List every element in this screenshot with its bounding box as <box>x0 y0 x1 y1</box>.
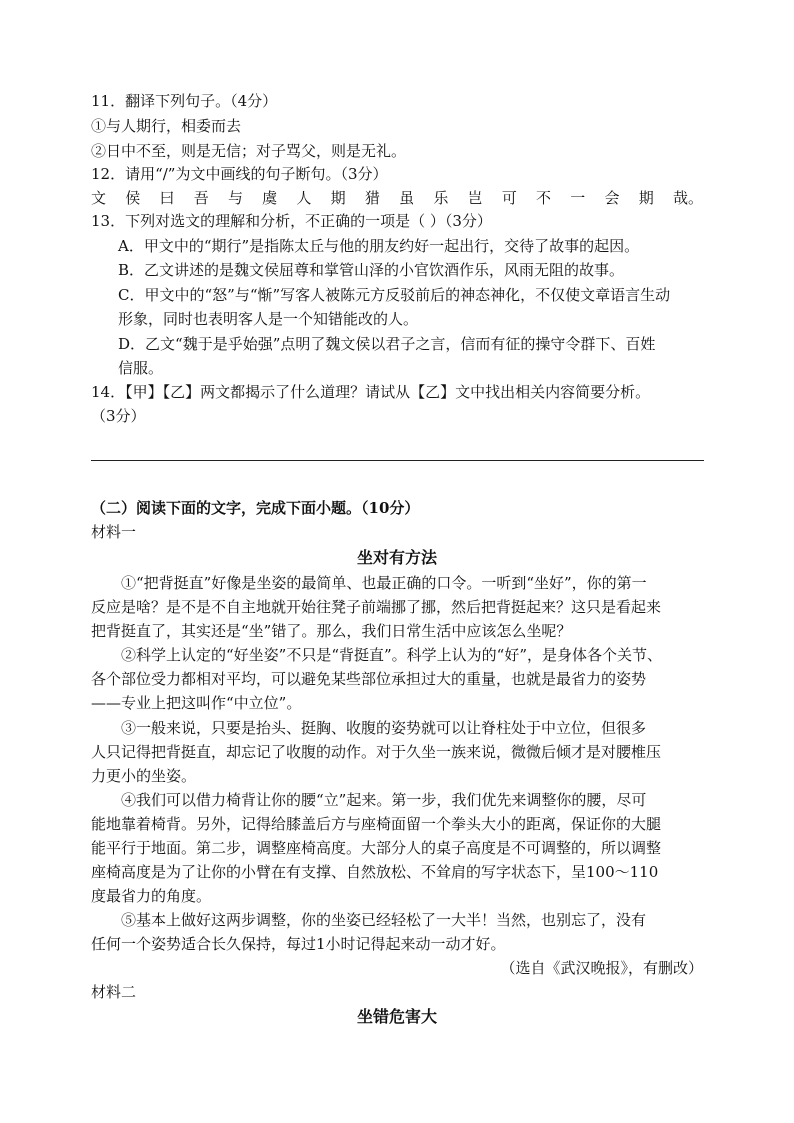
q12-char: 哉。 <box>672 189 703 207</box>
q12-char: 期 <box>330 189 346 207</box>
paragraph-3-line1: ③一般来说，只要是抬头、挺胸、收腹的姿势就可以让脊柱处于中立位，但很多 <box>121 719 647 737</box>
paragraph-2-line3: ——专业上把这叫作“中立位”。 <box>91 694 302 712</box>
paragraph-1-line3: 把背挺直了，其实还是“坐”错了。那么，我们日常生活中应该怎么坐呢？ <box>91 622 572 640</box>
q12-char: 人 <box>296 189 312 207</box>
paragraph-4-line4: 座椅高度是为了让你的小臂在有支撑、自然放松、不耸肩的写字状态下，呈100～110 <box>91 863 659 881</box>
q12-char: 期 <box>638 189 654 207</box>
material2-title: 坐错危害大 <box>356 1007 437 1026</box>
q12-char: 可 <box>501 189 517 207</box>
q12-heading: 12．请用“/”为文中画线的句子断句。（3分） <box>91 165 388 183</box>
q13-option-b: B．乙文讲述的是魏文侯屈尊和掌管山泽的小官饮酒作乐，风雨无阻的故事。 <box>118 261 625 279</box>
paragraph-4-line2: 能地靠着椅背。另外，记得给膝盖后方与座椅面留一个拳头大小的距离，保证你的大腿 <box>91 815 662 833</box>
material1-source: （选自《武汉晚报》，有删改） <box>500 959 703 977</box>
q12-char: 文 <box>91 189 107 207</box>
q13-option-c-line1: C．甲文中的“怒”与“惭”写客人被陈元方反驳前后的神态神化，不仅使文章语言生动 <box>118 286 671 304</box>
paragraph-4-line5: 度最省力的角度。 <box>91 887 212 905</box>
q12-char: 岂 <box>467 189 483 207</box>
q12-char: 虞 <box>262 189 278 207</box>
q12-char: 会 <box>604 189 620 207</box>
q13-heading: 13．下列对选文的理解和分析，不正确的一项是（ ）（3分） <box>91 212 492 230</box>
paragraph-2-line2: 各个部位受力都相对平均，可以避免某些部位承担过大的重量，也就是最省力的姿势 <box>91 670 647 688</box>
q13-option-c-line2: 形象，同时也表明客人是一个知错能改的人。 <box>118 310 419 328</box>
q13-option-d-line1: D．乙文“魏于是乎始强”点明了魏文侯以君子之言，信而有征的操守令群下、百姓 <box>118 335 656 353</box>
q11-sentence-2: ②日中不至，则是无信；对子骂父，则是无礼。 <box>91 142 407 160</box>
q14-heading: 14．【甲】【乙】两文都揭示了什么道理？请试从【乙】文中找出相关内容简要分析。 <box>91 383 651 401</box>
q14-score: （3分） <box>91 407 146 425</box>
q12-char: 一 <box>570 189 586 207</box>
q12-char: 吾 <box>193 189 209 207</box>
q12-char: 侯 <box>125 189 141 207</box>
paragraph-3-line3: 力更小的坐姿。 <box>91 767 197 785</box>
section2-heading: （二）阅读下面的文字，完成下面小题。（10分） <box>91 499 420 517</box>
paragraph-4-line3: 能平行于地面。第二步，调整座椅高度。大部分人的桌子高度是不可调整的，所以调整 <box>91 839 662 857</box>
q12-char: 曰 <box>159 189 175 207</box>
material1-label: 材料一 <box>91 523 137 541</box>
paragraph-1-line1: ①“把背挺直”好像是坐姿的最简单、也最正确的口令。一听到“坐好”，你的第一 <box>121 574 647 592</box>
paragraph-3-line2: 人只记得把背挺直，却忘记了收腹的动作。对于久坐一族来说，微微后倾才是对腰椎压 <box>91 743 662 761</box>
q12-char: 与 <box>227 189 243 207</box>
paragraph-5-line2: 任何一个姿势适合长久保持，每过1小时记得起来动一动才好。 <box>91 935 506 953</box>
q13-option-a: A．甲文中的“期行”是指陈太丘与他的朋友约好一起出行，交待了故事的起因。 <box>118 237 640 255</box>
q12-char: 不 <box>536 189 552 207</box>
q12-char: 虽 <box>399 189 415 207</box>
q11-sentence-1: ①与人期行，相委而去 <box>91 117 242 135</box>
q12-char: 猎 <box>364 189 380 207</box>
paragraph-2-line1: ②科学上认定的“好坐姿”不只是“背挺直”。科学上认为的“好”，是身体各个关节、 <box>121 646 663 664</box>
q12-sentence <box>91 187 703 209</box>
q11-heading: 11．翻译下列句子。（4分） <box>91 92 278 110</box>
material1-title: 坐对有方法 <box>356 548 437 567</box>
q13-option-d-line2: 信服。 <box>118 359 164 377</box>
paragraph-5-line1: ⑤基本上做好这两步调整，你的坐姿已经轻松了一大半！当然，也别忘了，没有 <box>121 911 647 929</box>
paragraph-4-line1: ④我们可以借力椅背让你的腰“立”起来。第一步，我们优先来调整你的腰，尽可 <box>121 791 647 809</box>
q12-char: 乐 <box>433 189 449 207</box>
section-divider <box>91 460 704 461</box>
paragraph-1-line2: 反应是啥？是不是不自主地就开始往凳子前端挪了挪，然后把背挺起来？这只是看起来 <box>91 598 662 616</box>
material2-label: 材料二 <box>91 983 137 1001</box>
